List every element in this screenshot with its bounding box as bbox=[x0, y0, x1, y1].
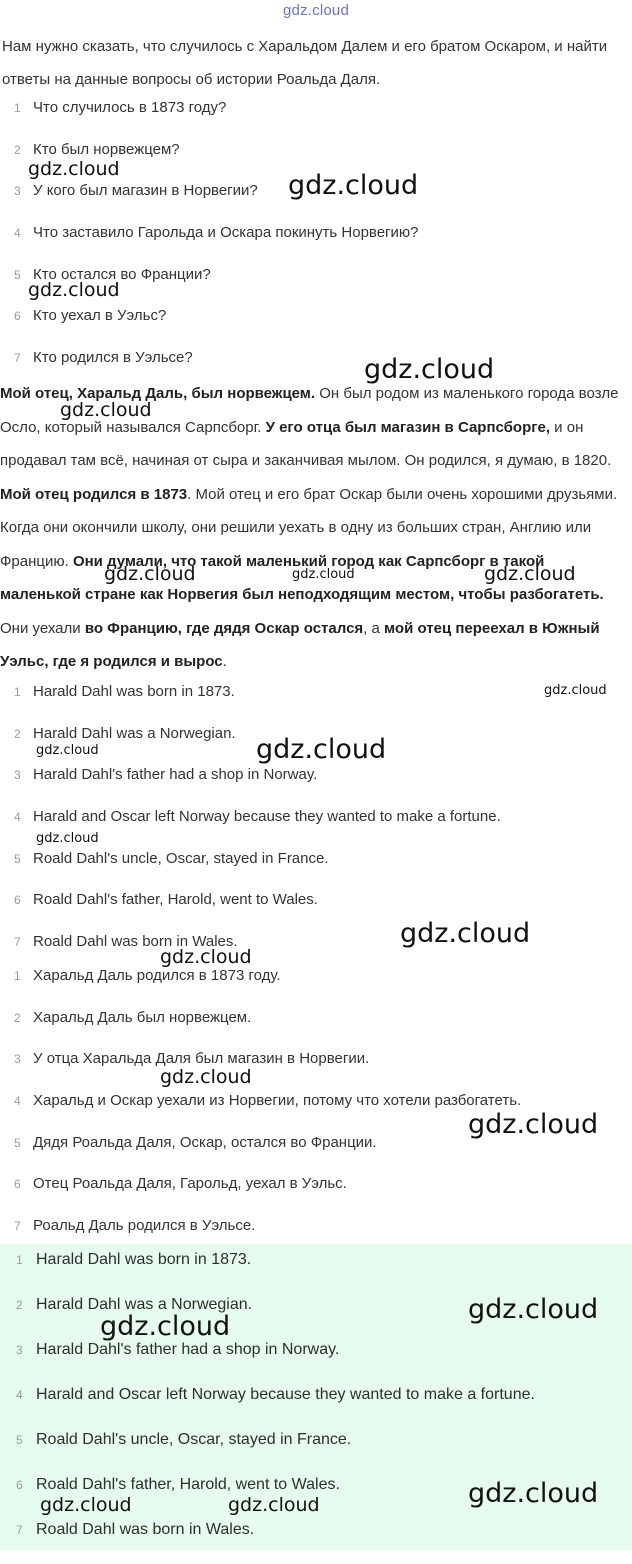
item-text: Дядя Роальда Даля, Оскар, остался во Франции. bbox=[33, 1133, 377, 1151]
item-text: Harald Dahl was a Norwegian. bbox=[36, 1296, 253, 1313]
item-number: 3 bbox=[14, 768, 21, 783]
answer-item bbox=[0, 848, 632, 890]
watermark: gdz.cloud bbox=[228, 1494, 320, 1516]
item-number: 3 bbox=[14, 1052, 21, 1067]
item-number: 2 bbox=[14, 142, 21, 157]
item-number: 7 bbox=[14, 935, 21, 950]
answer-item-ru bbox=[0, 1173, 632, 1215]
item-text: Harald Dahl was a Norwegian. bbox=[33, 724, 236, 742]
story-segment: . Мой отец и его брат Оскар были очень хорошими друзьями. Когда они окончили школу, они решили уехать в одну из больших стран, Англию или Францию. bbox=[0, 485, 618, 570]
watermark: gdz.cloud bbox=[160, 1066, 252, 1088]
item-text: Harald Dahl was born in 1873. bbox=[36, 1251, 252, 1268]
item-text: Roald Dahl was born in Wales. bbox=[36, 1521, 255, 1538]
item-text: Harald Dahl was born in 1873. bbox=[33, 683, 235, 700]
watermark: gdz.cloud bbox=[100, 1311, 231, 1342]
story-highlight: Они думали, что такой маленький город как Сарпсборг в такой маленькой стране как Норвегия был неподходящим местом, чтобы разбогатеть. bbox=[0, 552, 604, 603]
item-number: 6 bbox=[14, 309, 21, 324]
item-number: 1 bbox=[16, 1253, 23, 1267]
final-answer-item bbox=[0, 1339, 632, 1384]
answer-item-ru bbox=[0, 1007, 632, 1049]
story-highlight: мой отец переехал в Южный Уэльс, где я родился и вырос bbox=[0, 619, 600, 670]
story-segment: . bbox=[222, 653, 227, 670]
item-number: 2 bbox=[14, 1010, 21, 1025]
watermark: gdz.cloud bbox=[28, 158, 120, 180]
item-text: Кто был норвежцем? bbox=[33, 140, 180, 158]
item-text: Харальд Даль был норвежцем. bbox=[33, 1008, 252, 1026]
item-text: Кто остался во Франции? bbox=[33, 265, 211, 283]
item-number: 6 bbox=[14, 1177, 21, 1192]
item-text: Harald and Oscar left Norway because they wanted to make a fortune. bbox=[33, 808, 501, 826]
header-watermark: gdz.cloud bbox=[282, 2, 349, 19]
answers-english-list bbox=[0, 681, 632, 973]
watermark: gdz.cloud bbox=[36, 743, 99, 758]
item-text: Кто родился в Уэльсе? bbox=[33, 349, 193, 367]
watermark: gdz.cloud bbox=[468, 1109, 599, 1140]
item-number: 6 bbox=[14, 893, 21, 908]
item-text: Что случилось в 1873 году? bbox=[33, 99, 227, 116]
item-number: 1 bbox=[14, 969, 21, 983]
item-text: Harald Dahl's father had a shop in Norway. bbox=[33, 766, 318, 784]
item-number: 5 bbox=[14, 851, 21, 866]
item-text: Кто уехал в Уэльс? bbox=[33, 307, 167, 325]
item-text: Отец Роальда Даля, Гарольд, уехал в Уэльс. bbox=[33, 1175, 347, 1193]
watermark: gdz.cloud bbox=[104, 563, 196, 585]
watermark: gdz.cloud bbox=[544, 683, 607, 698]
watermark: gdz.cloud bbox=[468, 1478, 599, 1509]
item-text: Roald Dahl was born in Wales. bbox=[33, 933, 238, 951]
answer-item-ru bbox=[0, 965, 632, 1007]
watermark: gdz.cloud bbox=[28, 279, 120, 301]
story-highlight: Мой отец родился в 1873 bbox=[0, 485, 188, 503]
story-segment: и он продавал там всё, начиная от сыра и заканчивая мылом. Он родился, я думаю, в 1820. bbox=[0, 418, 612, 469]
item-text: Харальд и Оскар уехали из Норвегии, потому что хотели разбогатеть. bbox=[33, 1092, 522, 1110]
watermark: gdz.cloud bbox=[288, 170, 419, 201]
final-answer-item bbox=[0, 1249, 632, 1294]
item-number: 3 bbox=[16, 1343, 23, 1357]
watermark: gdz.cloud bbox=[256, 734, 387, 765]
item-number: 4 bbox=[14, 226, 21, 241]
item-text: Harald Dahl's father had a shop in Norway. bbox=[36, 1341, 340, 1358]
item-text: Roald Dahl's uncle, Oscar, stayed in France. bbox=[36, 1431, 352, 1448]
questions-list bbox=[0, 97, 632, 389]
final-answer-item bbox=[0, 1519, 632, 1564]
item-number: 1 bbox=[14, 101, 21, 115]
watermark: gdz.cloud bbox=[468, 1294, 599, 1325]
story-segment: Они уехали bbox=[0, 619, 85, 637]
item-number: 5 bbox=[14, 267, 21, 282]
story-segment: Он был родом из маленького города возле Осло, который назывался Сарпсборг. bbox=[0, 385, 619, 436]
item-number: 7 bbox=[14, 1219, 21, 1234]
answer-item bbox=[0, 681, 632, 723]
item-text: У кого был магазин в Норвегии? bbox=[33, 182, 258, 200]
item-number: 2 bbox=[14, 726, 21, 741]
watermark: gdz.cloud bbox=[400, 918, 531, 949]
question-item bbox=[0, 222, 632, 264]
item-number: 5 bbox=[16, 1433, 23, 1447]
answer-item bbox=[0, 764, 632, 806]
story-text bbox=[0, 377, 628, 679]
item-text: Что заставило Гарольда и Оскара покинуть Норвегию? bbox=[33, 224, 419, 242]
story-highlight: У его отца был магазин в Сарпсборге, bbox=[265, 418, 551, 436]
story-highlight: Мой отец, Харальд Даль, был норвежцем. bbox=[0, 385, 316, 402]
story-segment: , а bbox=[363, 619, 385, 637]
watermark: gdz.cloud bbox=[484, 563, 576, 585]
item-text: Harald and Oscar left Norway because they wanted to make a fortune. bbox=[36, 1386, 535, 1403]
item-text: Харальд Даль родился в 1873 году. bbox=[33, 967, 281, 984]
task-intro: Нам нужно сказать, что случилось с Харальдом Далем и его братом Оскаром, и найти ответы на данные вопросы об истории Роальда Даля. bbox=[2, 38, 608, 88]
item-number: 7 bbox=[14, 351, 21, 366]
item-number: 3 bbox=[14, 184, 21, 199]
item-text: Roald Dahl's father, Harold, went to Wales. bbox=[36, 1476, 340, 1493]
final-answer-item bbox=[0, 1429, 632, 1474]
watermark: gdz.cloud bbox=[160, 946, 252, 968]
item-text: Roald Dahl's father, Harold, went to Wales. bbox=[33, 891, 318, 909]
question-item bbox=[0, 305, 632, 347]
item-number: 4 bbox=[16, 1388, 23, 1402]
item-text: У отца Харальда Даля был магазин в Норвегии. bbox=[33, 1050, 370, 1068]
final-answer-item bbox=[0, 1384, 632, 1429]
item-number: 5 bbox=[14, 1135, 21, 1150]
item-number: 7 bbox=[16, 1523, 23, 1537]
item-text: Roald Dahl's uncle, Oscar, stayed in France. bbox=[33, 849, 329, 867]
watermark: gdz.cloud bbox=[364, 354, 495, 385]
item-number: 4 bbox=[14, 810, 21, 825]
watermark: gdz.cloud bbox=[40, 1494, 132, 1516]
story-highlight: во Францию, где дядя Оскар остался bbox=[84, 619, 364, 637]
answer-item bbox=[0, 889, 632, 931]
watermark: gdz.cloud bbox=[292, 567, 355, 582]
item-number: 2 bbox=[16, 1298, 23, 1312]
watermark: gdz.cloud bbox=[60, 399, 152, 421]
question-item bbox=[0, 97, 632, 139]
answer-item-ru bbox=[0, 1048, 632, 1090]
item-number: 4 bbox=[14, 1094, 21, 1109]
item-number: 6 bbox=[16, 1478, 23, 1492]
item-number: 1 bbox=[14, 685, 21, 699]
watermark: gdz.cloud bbox=[36, 831, 99, 846]
item-text: Роальд Даль родился в Уэльсе. bbox=[33, 1217, 256, 1235]
